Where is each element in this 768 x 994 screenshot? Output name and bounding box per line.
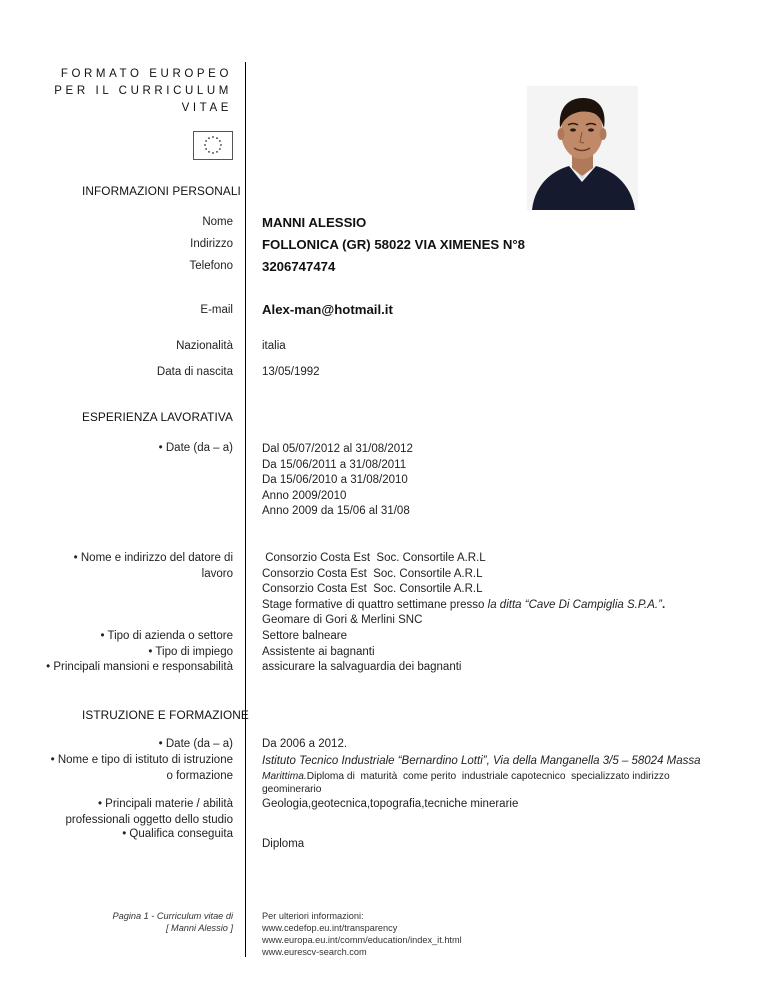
- duties-value: assicurare la salvaguardia dei bagnanti: [262, 661, 462, 674]
- email-value[interactable]: Alex-man@hotmail.it: [262, 302, 393, 317]
- page-footer-right: Per ulteriori informazioni: www.cedefop.eu.int/transparency www.europa.eu.int/comm/education/index_it.html www.eurescv-search.com: [262, 911, 462, 957]
- section-education: ISTRUZIONE E FORMAZIONE: [82, 708, 249, 722]
- section-work-experience: ESPERIENZA LAVORATIVA: [82, 410, 233, 424]
- eu-flag-icon: [193, 131, 233, 160]
- institute-line-3: geominerario: [262, 784, 322, 795]
- work-date-item: Da 15/06/2011 a 31/08/2011: [262, 458, 407, 471]
- column-divider: [245, 62, 246, 957]
- section-personal-info: INFORMAZIONI PERSONALI: [82, 184, 241, 198]
- institute-label: • Nome e tipo di istituto di istruzione o formazione: [50, 754, 233, 782]
- nationality-label: Nazionalità: [176, 340, 233, 352]
- qualification-value: Diploma: [262, 838, 305, 850]
- job-type-value: Assistente ai bagnanti: [262, 645, 375, 658]
- footer-link[interactable]: www.eurescv-search.com: [262, 947, 367, 957]
- address-label: Indirizzo: [190, 238, 233, 250]
- employer-item: Stage formative di quattro settimane presso la ditta “Cave Di Campiglia S.P.A.”.: [262, 598, 666, 611]
- employer-item: Consorzio Costa Est Soc. Consortile A.R.L: [262, 583, 483, 596]
- employer-list: [262, 551, 665, 676]
- email-label: E-mail: [200, 304, 233, 316]
- footer-link[interactable]: www.europa.eu.int/comm/education/index_it.html: [262, 935, 462, 945]
- qualification-label: • Qualifica conseguita: [122, 828, 233, 840]
- name-label: Nome: [202, 216, 233, 228]
- cv-format-title: [54, 66, 232, 117]
- employer-label: • Nome e indirizzo del datore di lavoro: [73, 552, 233, 580]
- edu-dates-label: • Date (da – a): [158, 738, 233, 750]
- work-date-item: Anno 2009 da 15/06 al 31/08: [262, 505, 410, 518]
- institute-line-1: Istituto Tecnico Industriale “Bernardino Lotti”, Via della Manganella 3/5 – 58024 Massa: [262, 755, 701, 767]
- phone-value: 3206747474: [262, 259, 336, 274]
- employer-item: Geomare di Gori & Merlini SNC: [262, 614, 423, 627]
- edu-dates-value: Da 2006 a 2012.: [262, 738, 348, 750]
- title-line-1: FORMATO EUROPEO: [60, 68, 232, 80]
- employer-item: Consorzio Costa Est Soc. Consortile A.R.L: [262, 552, 486, 564]
- work-date-item: Dal 05/07/2012 al 31/08/2012: [262, 443, 413, 455]
- footer-link[interactable]: www.cedefop.eu.int/transparency: [262, 923, 398, 933]
- duties-label: • Principali mansioni e responsabilità: [46, 661, 233, 674]
- work-type-labels: [46, 629, 233, 676]
- work-dates-list: [262, 442, 413, 520]
- subjects-value: Geologia,geotecnica,topografia,tecniche minerarie: [262, 798, 519, 810]
- birth-date-value: 13/05/1992: [262, 366, 320, 378]
- phone-label: Telefono: [189, 260, 233, 272]
- birth-date-label: Data di nascita: [156, 366, 233, 378]
- sector-label: • Tipo di azienda o settore: [100, 630, 233, 642]
- work-dates-label: • Date (da – a): [158, 442, 233, 454]
- institute-line-2: Marittima.Diploma di maturità come perito industriale capotecnico specializzato indirizzo: [262, 771, 670, 782]
- name-value: MANNI ALESSIO: [262, 215, 367, 230]
- work-date-item: Anno 2009/2010: [262, 489, 347, 502]
- page-footer-left: Pagina 1 - Curriculum vitae di [ Manni Alessio ]: [112, 911, 233, 933]
- person-photo: [527, 86, 638, 210]
- employer-item: Consorzio Costa Est Soc. Consortile A.R.L: [262, 567, 483, 580]
- subjects-label: • Principali materie / abilità professionali oggetto dello studio: [65, 798, 233, 826]
- address-value: FOLLONICA (GR) 58022 VIA XIMENES N°8: [262, 237, 525, 252]
- title-line-2: PER IL CURRICULUM: [54, 85, 232, 97]
- job-type-label: • Tipo di impiego: [148, 645, 233, 658]
- sector-value: Settore balneare: [262, 629, 348, 642]
- title-line-3: VITAE: [181, 102, 232, 114]
- nationality-value: italia: [262, 340, 286, 352]
- work-date-item: Da 15/06/2010 a 31/08/2010: [262, 474, 408, 487]
